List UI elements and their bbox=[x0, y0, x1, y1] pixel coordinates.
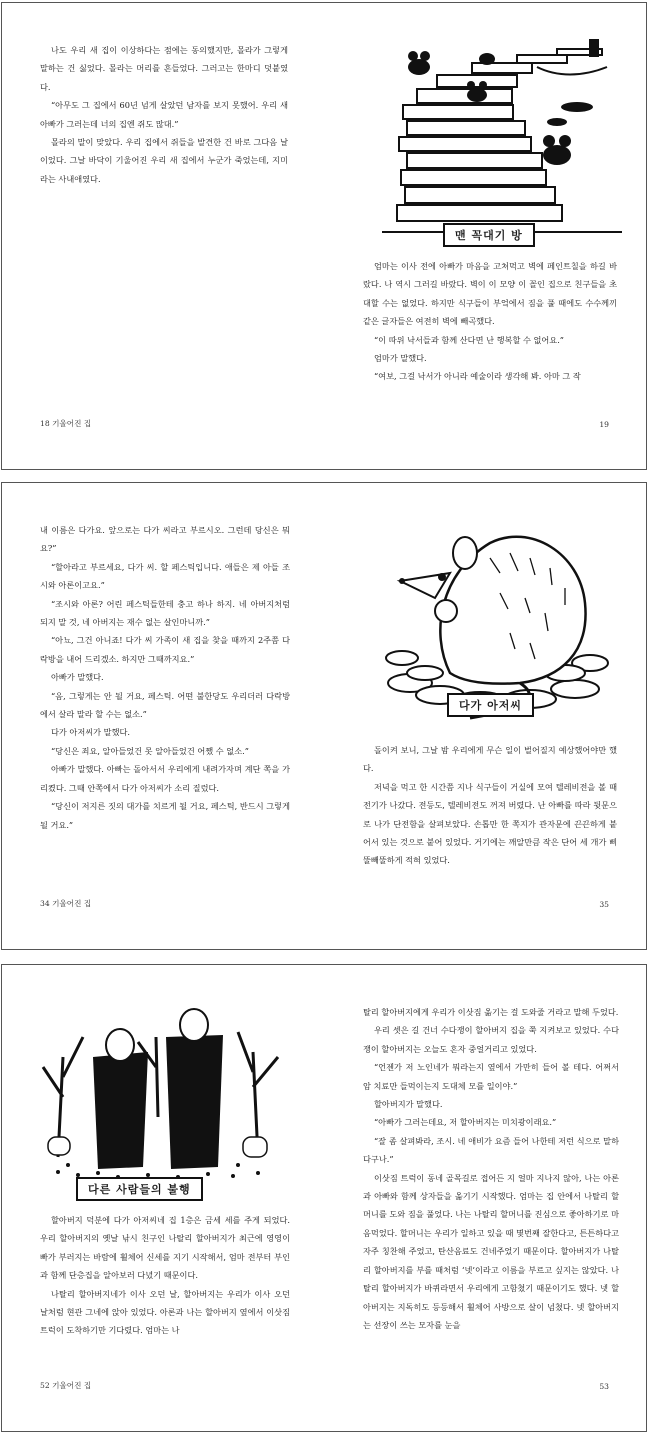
paragraph: 몰라의 말이 맞았다. 우리 집에서 쥐들을 발견한 건 바로 그다음 날이었다. 그날 바닥이 기울어진 우리 새 집에서 누군가 죽었는데, 지미라는 사내애였다. bbox=[40, 137, 288, 184]
paragraph: “음, 그렇게는 안 될 거요, 페스틱. 어떤 불한당도 우리더러 다락방에서 살라 말라 할 수는 없소.” bbox=[40, 690, 290, 720]
rat-on-coins-illustration bbox=[380, 513, 610, 723]
page-text bbox=[363, 1003, 619, 1334]
paragraph: 할아버지 덕분에 다가 아저씨네 집 1층은 금세 세를 주게 되었다. 우리 할아버지의 옛날 낚시 친구인 나탈리 할아버지가 최근에 영영이빠가 부러지는 바람에 휠체어 신세를 지기 시작해서, 엄마 전부터 부인과 함께 단층집을 알아보러 다녔기 때문이다. bbox=[40, 1215, 290, 1281]
paragraph: “여보, 그걸 낙서가 아니라 예술이라 생각해 봐. 아마 그 작 bbox=[374, 371, 581, 382]
coffins-trees-illustration bbox=[38, 997, 286, 1187]
book-spread-2 bbox=[1, 482, 647, 950]
paragraph: “할아라고 부르세요, 다가 씨. 할 페스틱입니다. 애들은 제 아들 조시와 아론이고요.” bbox=[40, 561, 290, 591]
paragraph: “아빠가 그러는데요, 저 할아버지는 미치광이래요.” bbox=[374, 1117, 557, 1128]
paragraph: 이삿짐 트럭이 동네 골목길로 접어든 지 얼마 지나지 않아, 나는 아론과 아빠와 함께 상자들을 옮기기 시작했다. 엄마는 집 안에서 나탈리 할머니를 도와 짐을 풀었다. 나는 나탈리 할머니를 진심으로 좋아하기로 마음먹었다. 할머니는 우리가 일하고 있을 때 몇번째 잘한다고, 튼튼하다고 자주 칭찬해 주었고, 탄산음료도 건네주었기 때문이다. 할아버지가 나탈리 할아버지를 부를 때처럼 ‘넷’이라고 이름을 부르고 싶지는 않았다. 나탈리 할아버지가 바퀴라면서 우리에게 고함쳤기 때문이기도 했다. 넷 할아버지는 지독히도 등등해서 휠체어 사방으로 살이 넘쳤다. 넷 할아버지는 선장이 쓰는 모자를 눈을 bbox=[363, 1172, 619, 1330]
folio: 19 bbox=[599, 420, 609, 429]
paragraph: 아빠가 말했다. bbox=[51, 672, 104, 683]
paragraph: 다가 아저씨가 말했다. bbox=[51, 727, 130, 738]
paragraph: “잘 좀 살펴봐라, 조시. 네 애비가 요즘 들어 나한테 저런 식으로 말하다구나.” bbox=[363, 1135, 619, 1165]
folio: 52 기울어진 집 bbox=[40, 1381, 92, 1390]
paragraph: 나도 우리 새 집이 이상하다는 점에는 동의했지만, 몰라가 그렇게 말하는 건 싫었다. 몰라는 머리를 흔들었다. 그러고는 한마디 덧붙였다. bbox=[40, 45, 288, 92]
page-19 bbox=[325, 3, 647, 469]
paragraph: 돌이켜 보니, 그날 밤 우리에게 무슨 일이 벌어질지 예상했어야만 했다. bbox=[363, 745, 617, 774]
illustration-caption: 다가 아저씨 bbox=[447, 693, 534, 717]
folio: 34 기울어진 집 bbox=[40, 899, 92, 908]
page-53 bbox=[325, 965, 647, 1431]
book-spread-3 bbox=[1, 964, 647, 1432]
illustration-caption: 다른 사람들의 불행 bbox=[76, 1177, 203, 1201]
page-text bbox=[40, 521, 290, 834]
paragraph: 아빠가 말했다. 아빠는 돌아서서 우리에게 내려가자며 계단 쪽을 가리켰다. 그때 안쪽에서 다가 아저씨가 소리 질렀다. bbox=[40, 764, 290, 793]
paragraph: “당신이 저지른 짓의 대가를 치르게 될 거요, 페스틱, 반드시 그렇게 될 거요.” bbox=[40, 801, 290, 830]
paragraph: 저녁을 먹고 한 시간쯤 지나 식구들이 거실에 모여 텔레비전을 볼 때 전기가 나갔다. 전등도, 텔레비전도 꺼져 버렸다. 난 아빠를 따라 뒷문으로 나가 단전함을 살펴보았다. 손톱만 한 쪽지가 관자문에 끈끈하게 붙어서 있는 것으로 붙어 있었다. 거기에는 깨알만큼 작은 단어 세 개가 삐뚤빼뚤하게 적혀 있었다. bbox=[363, 781, 617, 866]
page-52 bbox=[2, 965, 324, 1431]
paragraph: “당신은 죄요, 알아들었건 못 알아들었건 어쨌 수 없소.” bbox=[51, 745, 249, 756]
folio: 35 bbox=[599, 900, 609, 909]
stairs-rats-illustration bbox=[377, 37, 627, 247]
paragraph: 탈리 할아버지에게 우리가 이삿짐 옮기는 걸 도와줄 거라고 말해 두었다. bbox=[363, 1007, 619, 1017]
paragraph: “아무도 그 집에서 60년 넘게 살았던 남자를 보지 못했어. 우리 새 아빠가 그러는데 너의 집엔 쥐도 많대.” bbox=[40, 100, 288, 129]
page-text bbox=[40, 41, 288, 188]
page-text bbox=[363, 257, 617, 386]
page-18 bbox=[2, 3, 324, 469]
paragraph: 엄마는 이사 전에 아빠가 마음을 고쳐먹고 벽에 페인트칠을 하길 바랐다. 나 역시 그러길 바랐다. 벽이 이 모양 이 꼴인 집으로 친구들을 초대할 수는 없었다. 하지만 식구들이 부엌에서 짐을 풀 때에도 수수께끼 같은 글자들은 여전히 벽에 빼곡했다. bbox=[363, 261, 617, 327]
page-35 bbox=[325, 483, 647, 949]
illustration-caption: 맨 꼭대기 방 bbox=[443, 223, 535, 247]
paragraph: “조시와 아론? 어린 페스틱들한테 충고 하나 하지. 네 아버지처럼 되지 말 것, 네 아버지는 재수 없는 살인마니까.” bbox=[40, 598, 290, 628]
paragraph: 엄마가 말했다. bbox=[374, 353, 427, 364]
paragraph: “아뇨, 그건 아니죠! 다가 씨 가족이 새 집을 찾을 때까지 2주쯤 다락방을 내어 드리겠소. 하지만 그때까지요.” bbox=[40, 635, 290, 664]
paragraph: 할아버지가 말했다. bbox=[374, 1099, 443, 1110]
paragraph: 내 이름은 다가요. 앞으로는 다가 씨라고 부르시오. 그런데 당신은 뭐요?” bbox=[40, 525, 290, 554]
paragraph: “이 따위 낙서들과 함께 산다면 난 행복할 수 없어요.” bbox=[374, 334, 564, 345]
book-spread-1 bbox=[1, 2, 647, 470]
paragraph: 나탈리 할아버지네가 이사 오던 날, 할아버지는 우리가 이사 오던 날처럼 현관 그네에 앉아 있었다. 아론과 나는 할아버지 옆에서 이삿짐 트럭이 도착하기만 기다렸다. 엄마는 나 bbox=[40, 1288, 290, 1336]
folio: 18 기울어진 집 bbox=[40, 419, 92, 428]
paragraph: 우리 셋은 길 건너 수다쟁이 할아버지 집을 쭉 지켜보고 있었다. 수다쟁이 할아버지는 오늘도 혼자 중얼거리고 있었다. bbox=[363, 1025, 619, 1054]
page-text bbox=[363, 741, 617, 870]
folio: 53 bbox=[599, 1382, 609, 1391]
page-text bbox=[40, 1211, 290, 1340]
page-34 bbox=[2, 483, 324, 949]
paragraph: “언젠가 저 노인네가 뭐라는지 옆에서 가만히 들어 볼 테다. 어쩌서 암 치료만 들먹이는지 도대체 모를 일이야.” bbox=[363, 1062, 619, 1091]
